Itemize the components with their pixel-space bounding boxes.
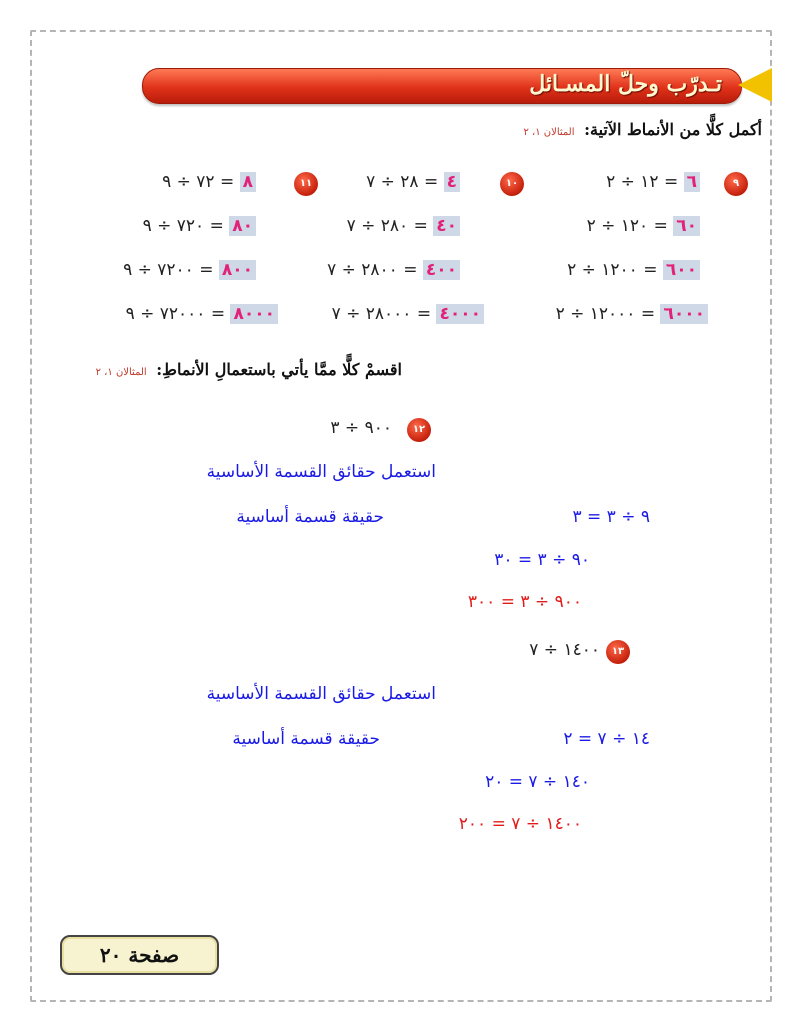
pattern-row (556, 304, 712, 324)
expression: ٧٢٠٠٠ ÷ ٩ = (125, 304, 226, 324)
answer-box: ٨ (240, 172, 256, 192)
answer-box: ٨٠ (229, 216, 256, 236)
section-banner (142, 68, 772, 104)
expression: ١٢٠٠ ÷ ٢ = (567, 260, 658, 280)
expression: ٢٨٠ ÷ ٧ = (346, 216, 428, 236)
problem-expression: ١٤٠٠ ÷ ٧ (529, 640, 600, 660)
problem-number-9: ٩ (724, 172, 748, 196)
pattern-row (347, 216, 464, 236)
expression: ٢٨ ÷ ٧ = (366, 172, 439, 192)
expression: ١٢ ÷ ٢ = (606, 172, 679, 192)
solution-intro: استعمل حقائق القسمة الأساسية (206, 462, 436, 482)
fact-label: حقيقة قسمة أساسية (232, 729, 380, 749)
pattern-row (587, 216, 704, 236)
solution-step: ١٤٠ ÷ ٧ = ٢٠ (485, 772, 590, 792)
answer-box: ٦٠ (673, 216, 700, 236)
page-number-label: صفحة ٢٠ (60, 935, 219, 975)
section2-instruction (96, 360, 402, 379)
example-ref: المثالان ١، ٢ (95, 367, 147, 378)
problem-number-10: ١٠ (500, 172, 524, 196)
answer-box: ٨٠٠٠ (230, 304, 278, 324)
instruction-text: اقسمْ كلًّا ممَّا يأتي باستعمالِ الأنماطِ: (156, 360, 402, 379)
answer-box: ٦ (684, 172, 700, 192)
pattern-row (126, 304, 282, 324)
answer-box: ٦٠٠٠ (660, 304, 708, 324)
solution-step: ٩٠ ÷ ٣ = ٣٠ (494, 550, 590, 570)
solution-intro: استعمل حقائق القسمة الأساسية (206, 684, 436, 704)
pattern-row (123, 260, 260, 280)
answer-box: ٦٠٠ (663, 260, 700, 280)
pattern-row (567, 260, 704, 280)
expression: ٧٢٠ ÷ ٩ = (142, 216, 224, 236)
pattern-row (332, 304, 488, 324)
answer-box: ٤ (444, 172, 460, 192)
problem-number-11: ١١ (294, 172, 318, 196)
instruction-text: أكمل كلًّا من الأنماط الآتية: (584, 120, 762, 139)
solution-step: ١٤ ÷ ٧ = ٢ (563, 729, 650, 749)
pattern-row (606, 172, 704, 192)
answer-box: ٤٠٠٠ (436, 304, 484, 324)
problem-number-12: ١٢ (407, 418, 431, 442)
solution-result: ٩٠٠ ÷ ٣ = ٣٠٠ (467, 592, 582, 612)
expression: ٧٢٠٠ ÷ ٩ = (123, 260, 214, 280)
expression: ١٢٠٠٠ ÷ ٢ = (555, 304, 656, 324)
solution-result: ١٤٠٠ ÷ ٧ = ٢٠٠ (458, 814, 582, 834)
solution-step: ٩ ÷ ٣ = ٣ (572, 507, 650, 527)
pattern-row (366, 172, 464, 192)
expression: ٢٨٠٠ ÷ ٧ = (327, 260, 418, 280)
pattern-row (327, 260, 464, 280)
pattern-row (162, 172, 260, 192)
banner-arrow-icon (738, 68, 772, 102)
answer-box: ٤٠ (433, 216, 460, 236)
section1-instruction (523, 120, 762, 139)
expression: ١٢٠ ÷ ٢ = (586, 216, 668, 236)
answer-box: ٤٠٠ (423, 260, 460, 280)
problem-expression: ٩٠٠ ÷ ٣ (330, 418, 392, 438)
fact-label: حقيقة قسمة أساسية (236, 507, 384, 527)
problem-number-13: ١٣ (606, 640, 630, 664)
answer-box: ٨٠٠ (219, 260, 256, 280)
pattern-row (143, 216, 260, 236)
example-ref: المثالان ١، ٢ (523, 127, 575, 138)
expression: ٧٢ ÷ ٩ = (162, 172, 235, 192)
expression: ٢٨٠٠٠ ÷ ٧ = (331, 304, 432, 324)
banner-title: تـدرّب وحلّ المسـائل (529, 71, 722, 97)
